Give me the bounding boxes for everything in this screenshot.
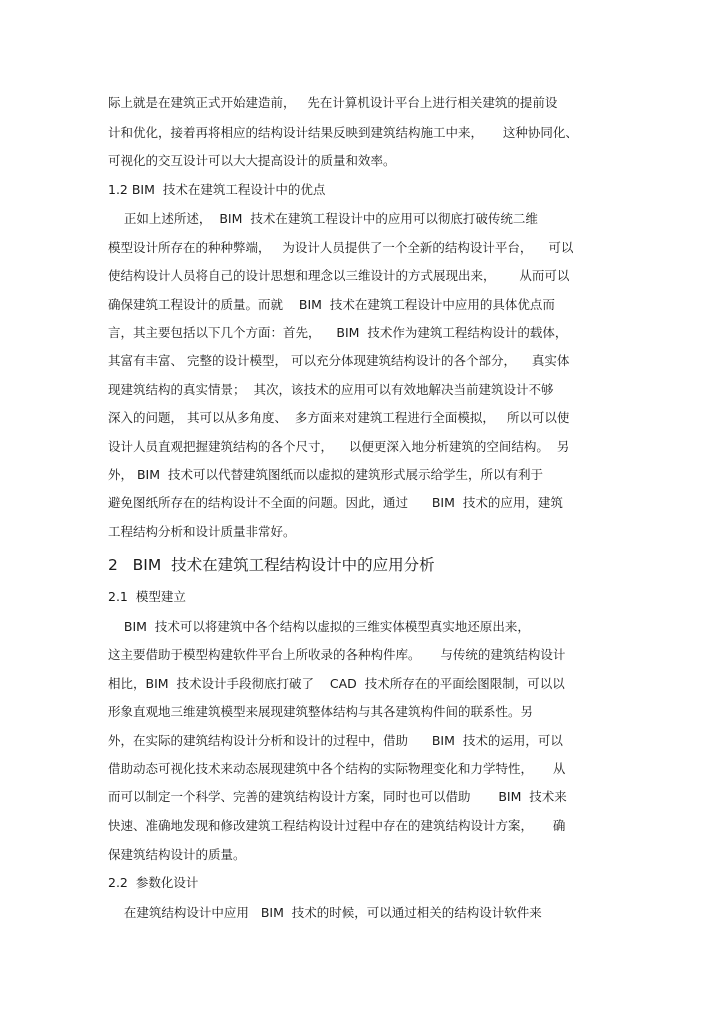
paragraph-line: 现建筑结构的真实情景； 其次，该技术的应用可以有效地解决当前建筑设计不够 bbox=[108, 382, 554, 397]
paragraph-line: 模型设计所存在的种种弊端， 为设计人员提供了一个全新的结构设计平台， 可以 bbox=[108, 240, 574, 255]
paragraph-line: 这主要借助于模型构建软件平台上所收录的各种构件库。 与传统的建筑结构设计 bbox=[108, 647, 566, 662]
paragraph-line: 其富有丰富、 完整的设计模型， 可以充分体现建筑结构设计的各个部分， 真实体 bbox=[108, 353, 570, 368]
paragraph-line: 确保建筑工程设计的质量。而就 BIM 技术在建筑工程设计中应用的具体优点而 bbox=[108, 297, 555, 312]
paragraph-line: 外，在实际的建筑结构设计分析和设计的过程中，借助 BIM 技术的运用，可以 bbox=[108, 733, 563, 748]
chapter-heading-2: 2 BIM 技术在建筑工程结构设计中的应用分析 bbox=[108, 556, 435, 574]
paragraph-line: 深入的问题， 其可以从多角度、 多方面来对建筑工程进行全面模拟， 所以可以使 bbox=[108, 410, 570, 425]
paragraph-line: 正如上述所述， BIM 技术在建筑工程设计中的应用可以彻底打破传统二维 bbox=[108, 211, 538, 226]
paragraph-line: 而可以制定一个科学、完善的建筑结构设计方案，同时也可以借助 BIM 技术来 bbox=[108, 789, 567, 804]
paragraph-line: 工程结构分析和设计质量非常好。 bbox=[108, 524, 296, 539]
paragraph-line: 言，其主要包括以下几个方面：首先， BIM 技术作为建筑工程结构设计的载体， bbox=[108, 325, 568, 340]
paragraph-line: 借助动态可视化技术来动态展现建筑中各个结构的实际物理变化和力学特性， 从 bbox=[108, 761, 566, 776]
paragraph-line: BIM 技术可以将建筑中各个结构以虚拟的三维实体模型真实地还原出来， bbox=[108, 619, 530, 634]
paragraph-line: 际上就是在建筑正式开始建造前， 先在计算机设计平台上进行相关建筑的提前设 bbox=[108, 95, 558, 110]
paragraph-line: 在建筑结构设计中应用 BIM 技术的时候，可以通过相关的结构设计软件来 bbox=[108, 905, 542, 920]
paragraph-line: 快速、准确地发现和修改建筑工程结构设计过程中存在的建筑结构设计方案， 确 bbox=[108, 818, 566, 833]
paragraph-line: 使结构设计人员将自己的设计思想和理念以三维设计的方式展现出来， 从而可以 bbox=[108, 268, 570, 283]
paragraph-line: 避免图纸所存在的结构设计不全面的问题。因此，通过 BIM 技术的应用，建筑 bbox=[108, 495, 563, 510]
paragraph-line: 形象直观地三维建筑模型来展现建筑整体结构与其各建筑构件间的联系性。另 bbox=[108, 704, 534, 719]
paragraph-line: 保建筑结构设计的质量。 bbox=[108, 847, 246, 862]
section-heading-2-1: 2.1 模型建立 bbox=[108, 589, 186, 604]
paragraph-line: 相比，BIM 技术设计手段彻底打破了 CAD 技术所存在的平面绘图限制，可以以 bbox=[108, 676, 565, 691]
paragraph-line: 设计人员直观把握建筑结构的各个尺寸， 以便更深入地分析建筑的空间结构。 另 bbox=[108, 439, 570, 454]
paragraph-line: 外， BIM 技术可以代替建筑图纸而以虚拟的建筑形式展示给学生，所以有利于 bbox=[108, 467, 543, 482]
section-heading-1-2: 1.2 BIM 技术在建筑工程设计中的优点 bbox=[108, 182, 326, 197]
paragraph-line: 计和优化，接着再将相应的结构设计结果反映到建筑结构施工中来， 这种协同化、 bbox=[108, 125, 578, 140]
section-heading-2-2: 2.2 参数化设计 bbox=[108, 875, 199, 890]
paragraph-line: 可视化的交互设计可以大大提高设计的质量和效率。 bbox=[108, 153, 396, 168]
